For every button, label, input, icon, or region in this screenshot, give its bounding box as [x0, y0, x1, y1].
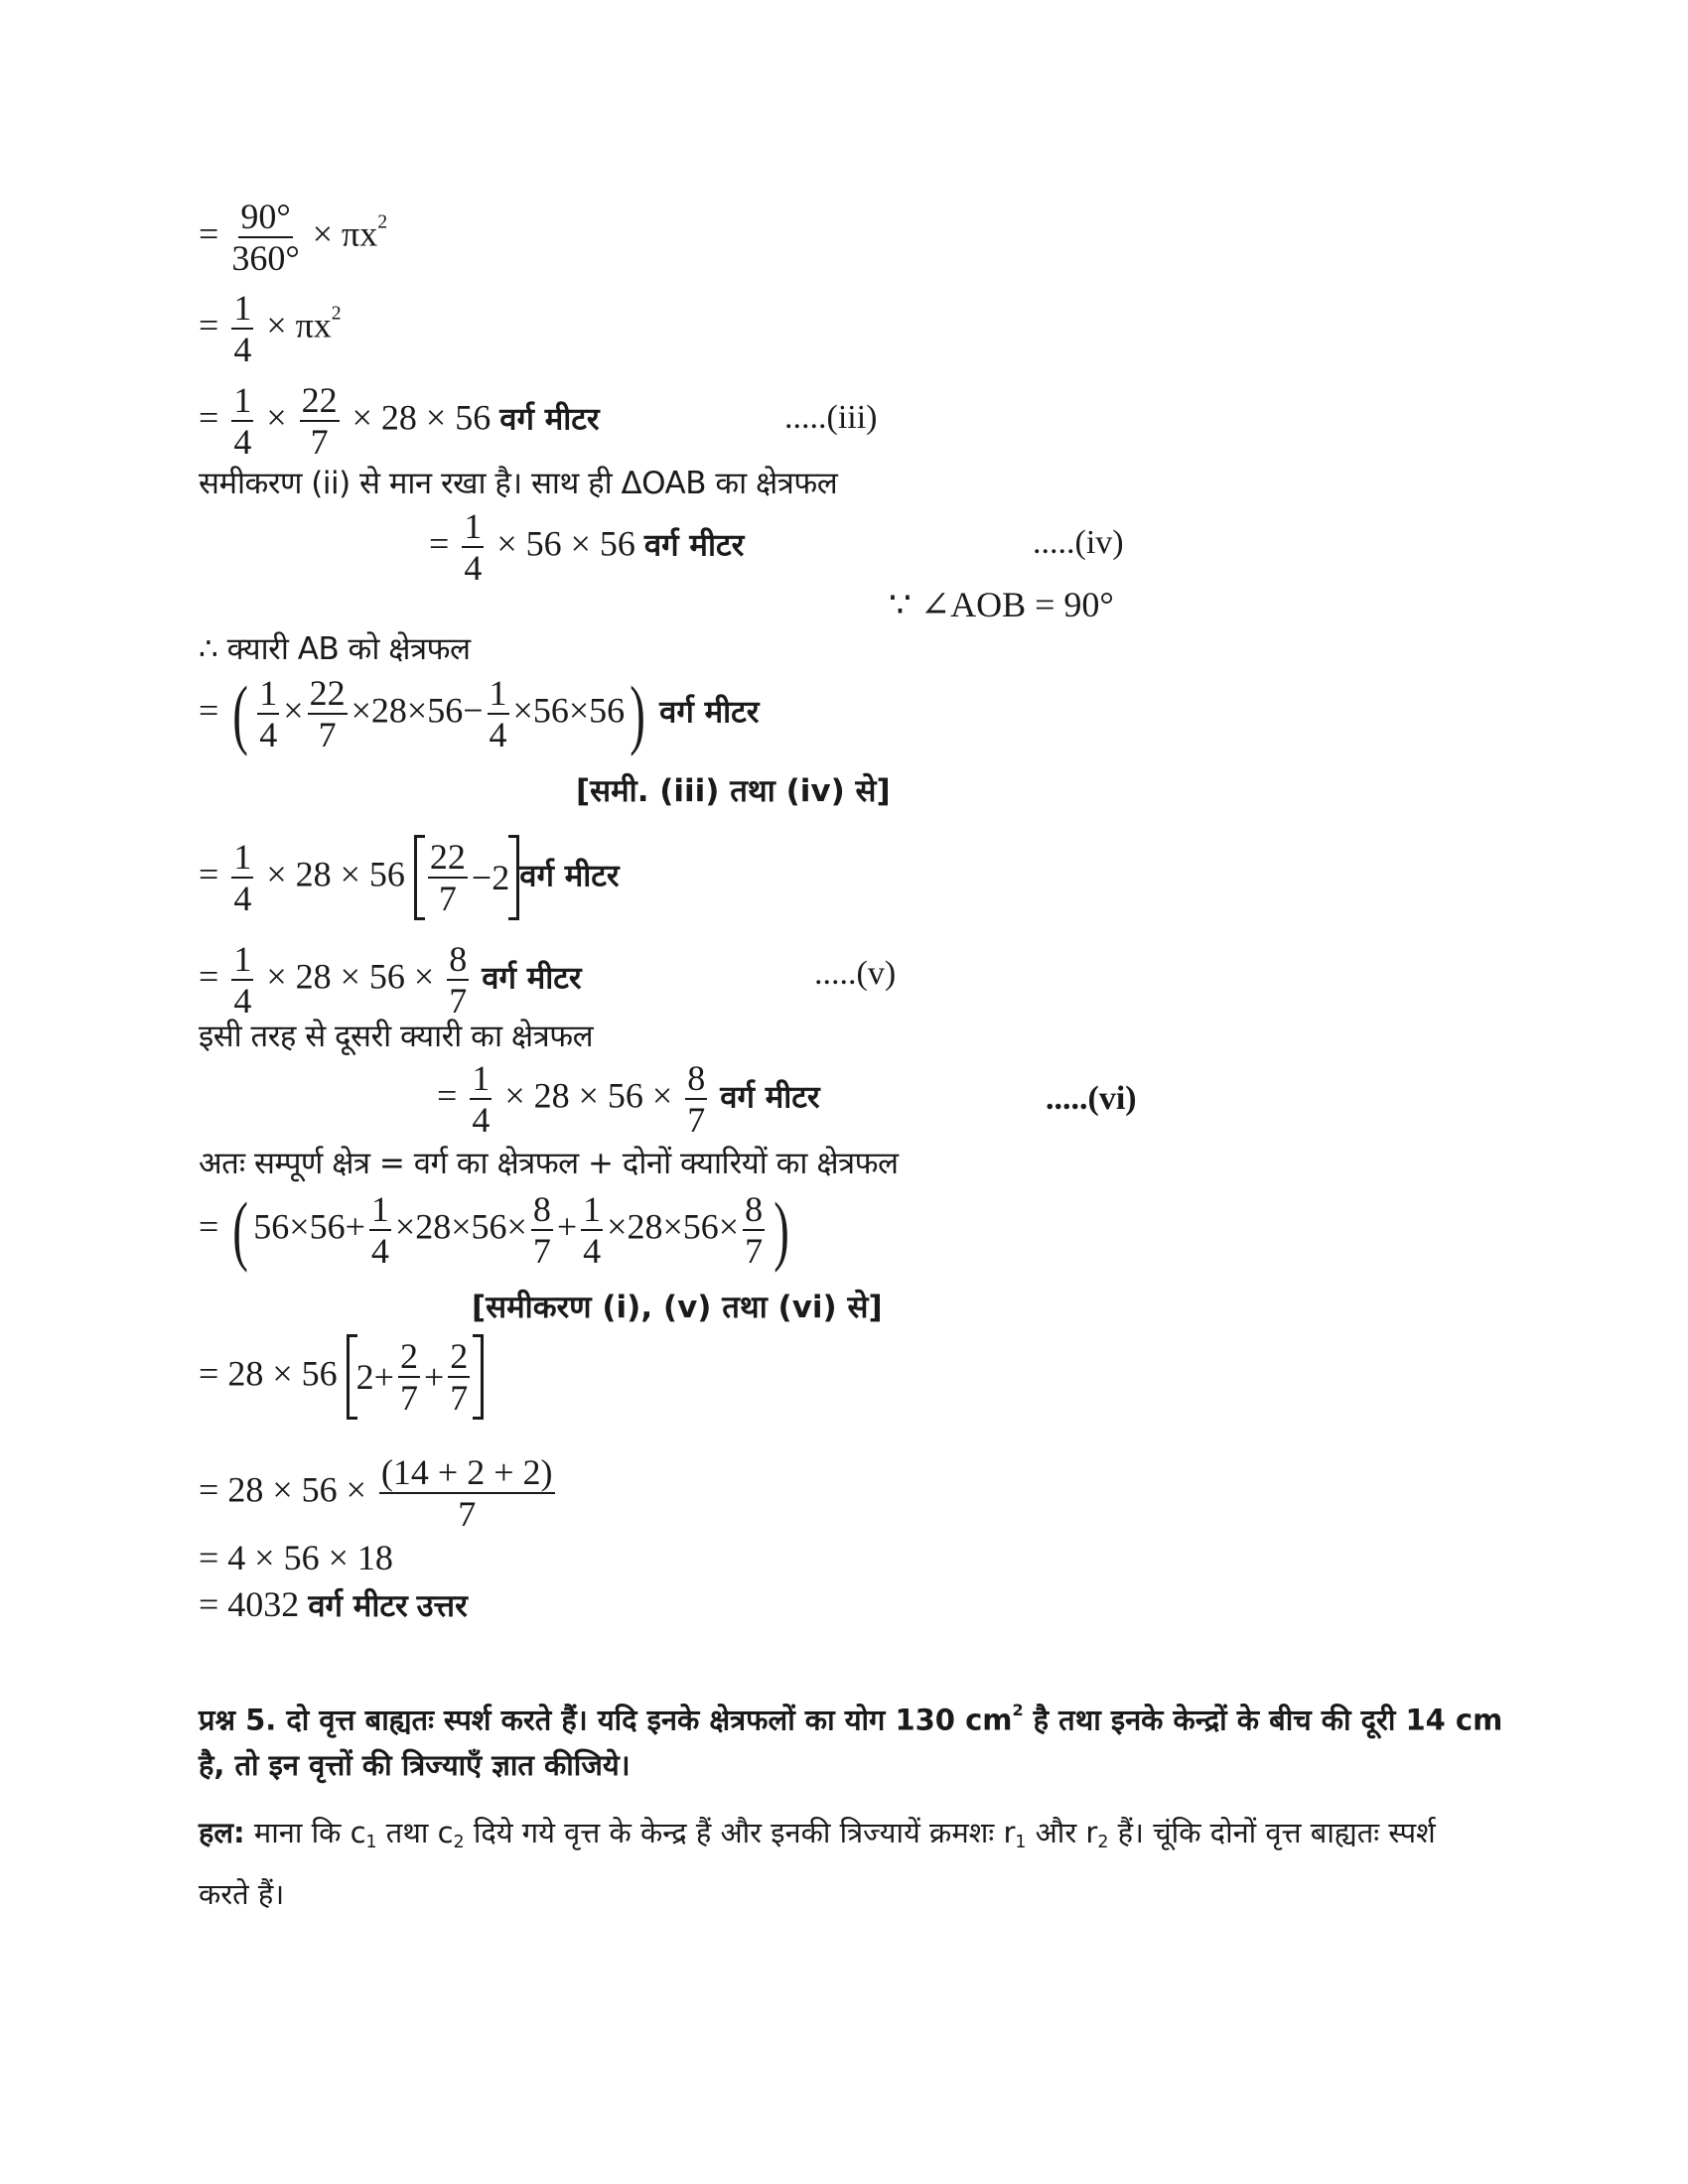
fraction: $\frac{1}{4}$ [464, 506, 483, 588]
fraction: $\frac{1}{4}$ [472, 1058, 491, 1140]
unit-label: वर्ग मीटर [659, 694, 760, 731]
unit-label: वर्ग मीटर [499, 401, 600, 438]
text-line: इसी तरह से दूसरी क्यारी का क्षेत्रफल [199, 1019, 594, 1054]
fraction: $\frac{1}{4}$ [233, 380, 252, 462]
fraction: $\frac{8}{7}$ [532, 1189, 551, 1271]
fraction: $\frac{1}{4}$ [233, 288, 252, 369]
question-label: प्रश्न 5. [199, 1703, 277, 1737]
unit-label: वर्ग मीटर [308, 1588, 408, 1624]
text-line: अतः सम्पूर्ण क्षेत्र = वर्ग का क्षेत्रफल + दोनों क्यारियों का क्षेत्रफल [199, 1146, 899, 1181]
fraction: $\frac{1}{4}$ [233, 939, 252, 1021]
equation-line-15: = ( 56×56+ $\frac{1}{4}$ ×28×56× $\frac{8}{7}$ + $\frac{1}{4}$ ×28×56× $\frac{8}{7}$ ) [199, 1186, 789, 1273]
fraction: $\frac{1}{4}$ [370, 1189, 389, 1271]
unit-label: वर्ग मीटर [720, 1079, 820, 1116]
equation-line-13: = $\frac{1}{4}$ × 28 × 56 × $\frac{8}{7}$ वर्ग मीटर [437, 1058, 820, 1140]
question-5: प्रश्न 5. दो वृत्त बाह्यतः स्पर्श करते हैं। यदि इनके क्षेत्रफलों का योग 130 $cm^2$ है तथा इनके केन्द्रों के बीच की दूरी 14 cm है, तो इन वृत्तों की त्रिज्याएँ ज्ञात कीजिये। [199, 1701, 1503, 1783]
solution-intro: हल: माना कि $c_1$ तथा $c_2$ दिये गये वृत्त के केन्द्र हैं और इनकी त्रिज्यायें क्रमशः $r_1$ और $r_2$ हैं। चूंकि दोनों वृत्त बाह्यतः स्पर्श करते हैं। [199, 1816, 1436, 1912]
equation-tag-iv: .....(iv) [1033, 524, 1124, 561]
equation-line-17: = 28 × 56 2+ $\frac{2}{7}$ + $\frac{2}{7}$ [199, 1338, 484, 1416]
solution-label: हल: [199, 1816, 245, 1849]
equation-tag-iii: .....(iii) [784, 399, 878, 436]
unit-label: वर्ग मीटर [519, 858, 620, 894]
equals-sign: = [199, 213, 219, 254]
equation-line-2: = $\frac{1}{4}$ × $\pi x^2$ [199, 288, 342, 369]
square-bracket-group: $\frac{22}{7}$ −2 [414, 839, 519, 916]
text-line: ∴ क्यारी AB को क्षेत्रफल [199, 631, 471, 667]
text-line: समीकरण (ii) से मान रखा है। साथ ही ΔOAB का क्षेत्रफल [199, 466, 838, 501]
reason-note: ∵ ∠AOB = 90° [889, 585, 1114, 624]
fraction: $\frac{90^\circ}{360^\circ}$ [231, 197, 300, 278]
reference-note: [समी. (iii) तथा (iv) से] [576, 773, 891, 809]
equation-line-11: = $\frac{1}{4}$ × 28 × 56 × $\frac{8}{7}$ वर्ग मीटर [199, 939, 582, 1021]
fraction: $\frac{22}{7}$ [301, 380, 338, 462]
fraction: $\frac{1}{4}$ [233, 837, 252, 918]
square-bracket-group: 2+ $\frac{2}{7}$ + $\frac{2}{7}$ [347, 1338, 485, 1416]
fraction: $\frac{1}{4}$ [583, 1189, 602, 1271]
fraction: $\frac{22}{7}$ [429, 837, 466, 918]
left-paren: ( [232, 1186, 249, 1273]
equation-line-18: = 28 × 56 × $\frac{(14 + 2 + 2)}{7}$ [199, 1452, 553, 1534]
equation-line-19: = 4 × 56 × 18 [199, 1538, 393, 1577]
fraction: $\frac{1}{4}$ [259, 673, 278, 754]
equation-line-10: = $\frac{1}{4}$ × 28 × 56 $\frac{22}{7}$ −2 वर्ग मीटर [199, 837, 620, 918]
final-answer: = 4032 वर्ग मीटर उत्तर [199, 1584, 468, 1624]
left-paren: ( [232, 670, 249, 756]
equation-tag-v: .....(v) [814, 955, 897, 992]
equation-tag-vi: .....(vi) [1046, 1080, 1137, 1117]
answer-label: उत्तर [416, 1588, 468, 1624]
fraction: $\frac{(14 + 2 + 2)}{7}$ [380, 1452, 553, 1534]
fraction: $\frac{8}{7}$ [745, 1189, 764, 1271]
equation-line-8: = ( $\frac{1}{4}$ × $\frac{22}{7}$ ×28×56− $\frac{1}{4}$ ×56×56) वर्ग मीटर [199, 670, 760, 756]
reference-note: [समीकरण (i), (v) तथा (vi) से] [472, 1290, 883, 1325]
fraction: $\frac{8}{7}$ [687, 1058, 706, 1140]
fraction: $\frac{2}{7}$ [399, 1336, 418, 1418]
unit-label: वर्ग मीटर [482, 960, 582, 997]
equation-line-1: = $\frac{90^\circ}{360^\circ}$ × $\pi x^2$ [199, 197, 388, 278]
unit-label: वर्ग मीटर [643, 527, 745, 564]
equation-line-3: = $\frac{1}{4}$ × $\frac{22}{7}$ × 28 × 56 वर्ग मीटर [199, 380, 600, 462]
fraction: $\frac{2}{7}$ [450, 1336, 469, 1418]
fraction: $\frac{8}{7}$ [449, 939, 468, 1021]
equation-line-5: = $\frac{1}{4}$ × 56 × 56 वर्ग मीटर [429, 506, 745, 588]
fraction: $\frac{1}{4}$ [489, 673, 507, 754]
right-paren: ) [630, 670, 645, 756]
fraction: $\frac{22}{7}$ [309, 673, 346, 754]
right-paren: ) [774, 1186, 789, 1273]
